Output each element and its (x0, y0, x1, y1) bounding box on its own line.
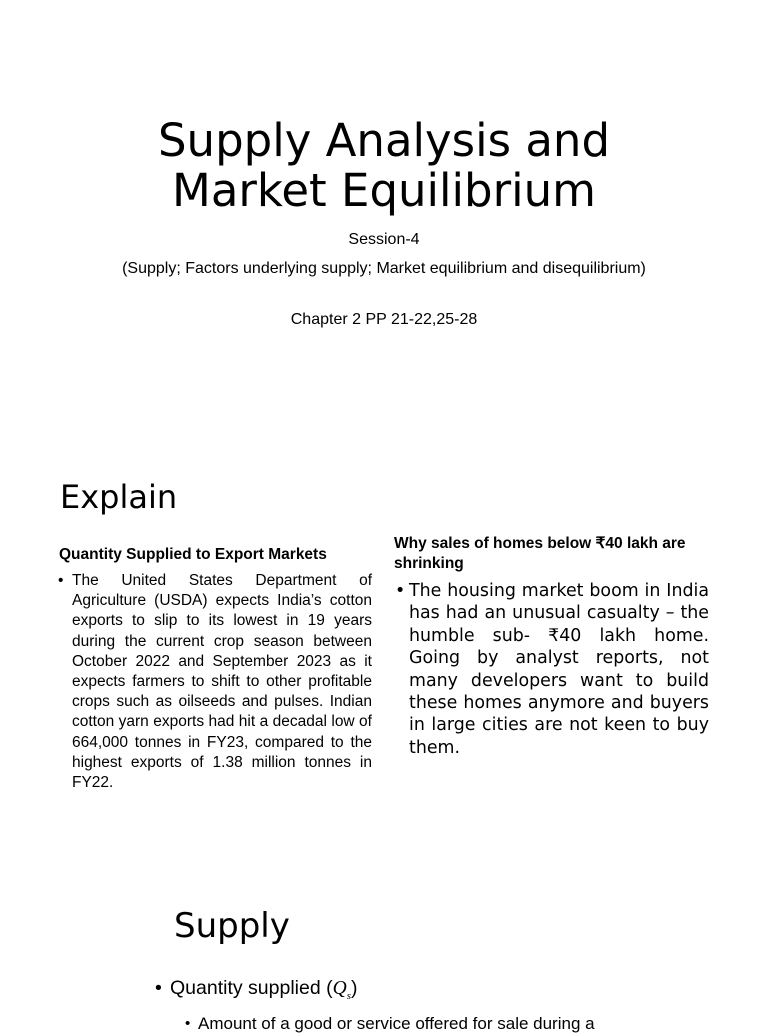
supply-bullet-list (170, 976, 595, 1034)
title-line-2: Market Equilibrium (172, 164, 596, 217)
page-title (0, 116, 768, 216)
list-item (170, 976, 595, 1008)
title-line-1: Supply Analysis and (157, 114, 611, 167)
chapter-reference: Chapter 2 PP 21-22,25-28 (290, 311, 478, 328)
left-bullet-list (72, 571, 372, 793)
qs-symbol: $Q_s$ (332, 978, 351, 1002)
list-item: • Amount of a good or service offered for sale during a (198, 1014, 595, 1034)
session-label: Session-4 (348, 231, 420, 248)
qs-label: Quantity supplied ( (170, 977, 333, 999)
list-item: • The housing market boom in India has had an unusual casualty – the humble sub- ₹40 lakh home. Going by analyst reports, not many developers want to build these homes anymore and buyers in large cities are not keen to buy them. (409, 580, 709, 759)
list-item: • The United States Department of Agriculture (USDA) expects India’s cotton exports to slip to its lowest in 19 years during the current crop season between October 2022 and September 2023 as it expects farmers to shift to other profitable crops such as oilseeds and pulses. Indian cotton yarn exports had hit a decadal low of 664,000 tonnes in FY23, compared to the highest exports of 1.38 million tonnes in FY22. (72, 571, 372, 793)
explain-slide (0, 450, 768, 880)
supply-slide (0, 880, 768, 1033)
explain-title: Explain (60, 478, 178, 516)
left-column-heading: Quantity Supplied to Export Markets (59, 546, 327, 563)
qs-subscript: s (346, 989, 351, 1002)
title-slide (0, 0, 768, 450)
right-bullet-list (409, 580, 709, 759)
supply-title: Supply (174, 906, 290, 946)
right-column-heading: Why sales of homes below ₹40 lakh are shrinking (394, 535, 686, 572)
session-topics: (Supply; Factors underlying supply; Market equilibrium and disequilibrium) (122, 260, 646, 277)
qs-close: ) (350, 977, 358, 999)
